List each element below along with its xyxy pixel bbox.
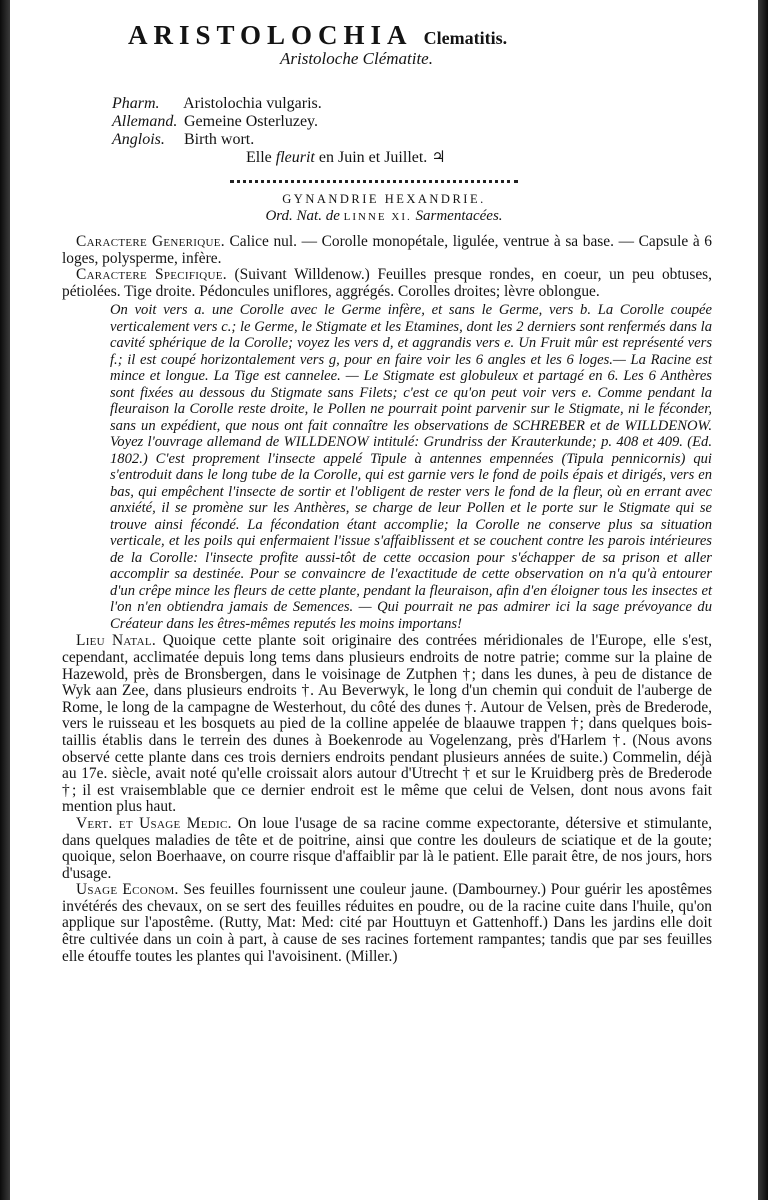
- name-row: [112, 95, 672, 113]
- name-language: Allemand.: [112, 113, 178, 130]
- medicinal-text: On loue l'usage de sa racine comme expectorante, détersive et stimulante, dans quelques maladies de tête et de poitrine, ainsi que contre les douleurs de sciatique et de la goute; quoique, selon Boerhaave, on courre risque d'affaiblir par là le patient. Elle parait être, de nos jours, hors d'usage.: [62, 814, 712, 882]
- french-name: Aristoloche Clématite.: [280, 49, 433, 68]
- vernacular-names: [112, 95, 672, 167]
- order-prefix: Ord. Nat. de: [265, 208, 344, 224]
- name-language: Pharm.: [112, 95, 160, 112]
- title-line: [128, 20, 668, 51]
- generic-character-text: Calice nul. — Corolle monopétale, ligulée, ventrue à sa base. — Capsule à 6 loges, polysperme, infère.: [62, 233, 712, 267]
- name-value: Aristolochia vulgaris.: [183, 95, 322, 112]
- page-edge-right: [758, 0, 768, 1200]
- generic-character-paragraph: [62, 234, 712, 267]
- order-linne: LINNE XI.: [343, 211, 412, 223]
- flowering-prefix: Elle: [246, 149, 276, 166]
- page-body: [62, 234, 712, 965]
- page-edge-left: [0, 0, 10, 1200]
- figure-note: On voit vers a. une Corolle avec le Germe infère, et sans le Germe, vers b. La Corolle coupée verticalement vers c.; le Germe, le Stigmate et les Etamines, dont les 2 derniers sont renfermés dans la cavité sphérique de la Corolle; voyez les vers d, et aggrandis vers e. Un Fruit mûr est représenté vers f.; il est coupé horizontalement vers g, pour en faire voir les 6 angles et les 6 loges.— La Racine est mince et longue. La Tige est cannelee. — Le Stigmate est globuleux et partagé en 6. Les 6 Anthères sont fixées au dessous du Stigmate sans Filets; c'est ce qu'on peut voir vers e. Comme pendant la fleuraison la Corolle reste droite, le Pollen ne pourrait point parvenir sur le Stigmate, ni le féconder, sans un expédient, que nous ont fait connaître les observations de SCHREBER et de WILLDENOW. Voyez l'ouvrage allemand de WILLDENOW intitulé: Grundriss der Krauterkunde; p. 408 et 409. (Ed. 1802.) C'est proprement l'insecte appelé Tipule à antennes empennées (Tipula pennicornis) qui s'entroduit dans le long tube de la Corolle, qui est garnie vers le fond de poils épais et dirigés, vers en bas, qui empêchent l'insecte de sortir et l'obligent de rester vers le fond de la fleur, où en errant avec anxiété, il se promène sur les Anthères, se charge de leur Pollen et le porte sur le Stigmate qui se trouve ainsi fécondé. La fécondation étant accomplie; la Corolle ne conserve plus sa situation verticale, et les poils qui enfermaient l'issue s'affaiblissent et se couchent contre les parois intérieures de la Corolle: l'insecte profite aussi-tôt de cette occasion pour s'échapper de sa prison et aller accomplir sa destinée. Pour se convaincre de l'exactitude de cette observation on n'a qu'à entourer d'un crêpe mince les fleurs de cette plante, pendant la fleuraison, afin d'en éloigner tous les insectes et l'on n'en obtiendra jamais de Semences. — Qui pourrait ne pas admirer ici la sage prévoyance du Créateur dans les êtres-mêmes reputés les moins importans!: [110, 302, 712, 632]
- species-title: Clematitis.: [423, 28, 508, 48]
- name-value: Gemeine Osterluzey.: [184, 113, 319, 130]
- specific-character-heading: Caractere Specifique.: [76, 266, 227, 284]
- specific-character-text: (Suivant Willdenow.) Feuilles presque rondes, en coeur, un peu obtuses, pétiolées. Tige droite. Pédoncules uniflores, aggrégés. Corolles droites; lèvre oblongue.: [62, 266, 712, 300]
- dotted-divider: [230, 180, 518, 183]
- genus-title: ARISTOLOCHIA: [128, 20, 413, 50]
- perennial-symbol: ♃: [431, 149, 446, 166]
- page-header: [128, 20, 668, 69]
- habitat-heading: Lieu Natal.: [76, 632, 156, 650]
- order-suffix: Sarmentacées.: [411, 208, 503, 224]
- medicinal-heading: Vert. et Usage Medic.: [76, 814, 232, 832]
- name-row: [112, 131, 672, 149]
- name-language: Anglois.: [112, 131, 165, 148]
- flowering-line: [246, 149, 672, 167]
- natural-order: [0, 208, 768, 225]
- economic-paragraph: [62, 882, 712, 965]
- medicinal-paragraph: [62, 816, 712, 882]
- name-row: [112, 113, 672, 131]
- habitat-paragraph: [62, 633, 712, 816]
- flowering-verb: fleurit: [275, 149, 315, 166]
- generic-character-heading: Caractere Generique.: [76, 233, 225, 250]
- economic-heading: Usage Econom.: [76, 881, 179, 899]
- flowering-rest: en Juin et Juillet.: [314, 149, 428, 166]
- specific-character-paragraph: [62, 267, 712, 300]
- economic-text: Ses feuilles fournissent une couleur jaune. (Dambourney.) Pour guérir les apostêmes invétérés des chevaux, on se sert des feuilles réduites en poudre, ou de la racine cuite dans l'huile, qu'on applique sur l'apostême. (Rutty, Mat: Med: cité par Houttuyn et Gattenhoff.) Dans les jardins elle doit être cultivée dans un coin à part, à cause de ses racines fortement rampantes; tandis que par ses feuilles elle étouffe toutes les plantes qui l'avoisinent. (Miller.): [62, 881, 712, 965]
- habitat-text: Quoique cette plante soit originaire des contrées méridionales de l'Europe, elle s'est, cependant, acclimatée depuis long tems dans plusieurs endroits de notre patrie; comme sur la plaine de Hazewold, près de Bronsbergen, dans le voisinage de Zutphen †; dans les dunes, à peu de distance de Wyk aan Zee, dans plusieurs endroits †. Au Beverwyk, le long d'un chemin qui conduit de l'auberge de Rome, le long de la campagne de Westerhout, du côté des dunes †. Autour de Velsen, près de Brederode, vers le ruisseau et les bosquets au pied de la colline appelée de blaauwe trappen †; dans quelques bois-taillis établis dans le terrein des dunes à Boekenrode au Vogelenzang, près d'Harlem †. (Nous avons observé cette plante dans ces trois derniers endroits pendant plusieurs années de suite.) Commelin, déjà au 17e. siècle, avait noté qu'elle croissait alors autour d'Utrecht † et sur le Kruidberg près de Brederode †; il est vraisemblable que ce dernier endroit est le même que celui de Velsen, dont nous avons fait mention plus haut.: [62, 632, 712, 816]
- linnaean-class: GYNANDRIE HEXANDRIE.: [282, 192, 486, 206]
- name-value: Birth wort.: [184, 131, 255, 148]
